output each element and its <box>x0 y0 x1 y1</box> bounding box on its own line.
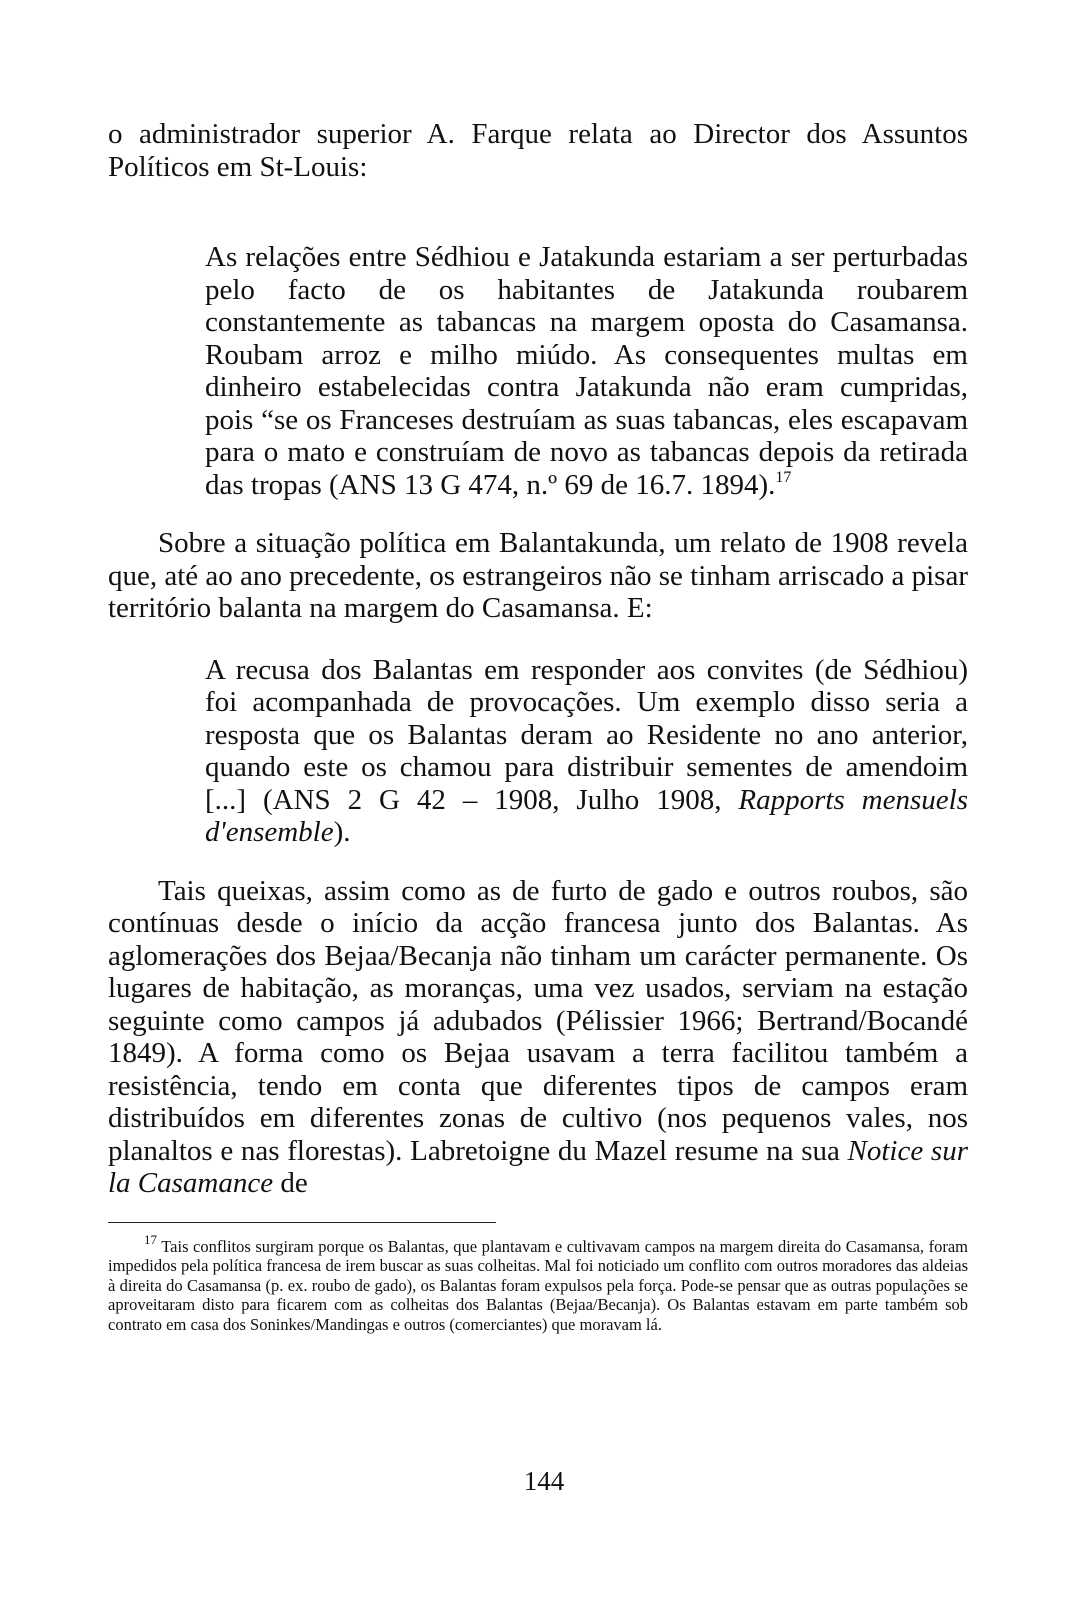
block-quote-balantas-text: A recusa dos Balantas em responder aos convites (de Sédhiou) foi acompanhada de provocações. Um exemplo disso seria a resposta que os Balantas deram ao Residente no ano anterior, quando este os chamou para distribuir sementes de amendoim [...] (ANS 2 G 42 – 1908, Julho 1908, <box>205 653 968 816</box>
paragraph-balantakunda: Sobre a situação política em Balantakunda, um relato de 1908 revela que, até ao ano precedente, os estrangeiros não se tinham arriscado a pisar território balanta na margem do Casamansa. E: <box>108 527 968 624</box>
block-quote-balantas-italic: Rapports mensuels d'ensemble <box>205 783 968 848</box>
block-quote-jatakunda <box>205 241 968 501</box>
footnote-text: Tais conflitos surgiram porque os Balantas, que plantavam e cultivavam campos na margem direita do Casamansa, foram impedidos pela política francesa de irem buscar as suas colheitas. Mal foi noticiado um conflito com outros moradores das aldeias à direita do Casamansa (p. ex. roubo de gado), os Balantas foram expulsos pela força. Pode-se pensar que as outras populações se aproveitaram disto para ficarem com as colheitas dos Balantas (Bejaa/Becanja). Os Balantas estavam em parte também sob contrato em casa dos Soninkes/Mandingas e outros (comerciantes) que moravam lá. <box>108 1236 968 1334</box>
paragraph-queixas-text: Tais queixas, assim como as de furto de gado e outros roubos, são contínuas desde o início da acção francesa junto dos Balantas. As aglomerações dos Bejaa/Becanja não tinham um carácter permanente. Os lugares de habitação, as moranças, uma vez usados, serviam na estação seguinte como campos já adubados (Pélissier 1966; Bertrand/Bocandé 1849). A forma como os Bejaa usavam a terra facilitou também a resistência, tendo em conta que diferentes tipos de campos eram distribuídos em diferentes zonas de cultivo (nos pequenos vales, nos planaltos e nas florestas). Labretoigne du Mazel resume na sua <box>108 874 968 1167</box>
page-number: 144 <box>523 1466 565 1496</box>
block-quote-jatakunda-text: As relações entre Sédhiou e Jatakunda estariam a ser perturbadas pelo facto de os habitantes de Jatakunda roubarem constantemente as tabancas na margem oposta do Casamansa. Roubam arroz e milho miúdo. As consequentes multas em dinheiro estabelecidas contra Jatakunda não eram cumpridas, pois “se os Franceses destruíam as suas tabancas, eles escapavam para o mato e construíam de novo as tabancas depois da retirada das tropas (ANS 13 G 474, n.º 69 de 16.7. 1894). <box>205 241 968 501</box>
paragraph-queixas <box>108 875 968 1200</box>
footnote <box>108 1231 968 1335</box>
block-quote-balantas-end: ). <box>333 816 351 848</box>
page-body <box>108 118 968 1334</box>
footnote-divider <box>108 1222 496 1223</box>
paragraph-intro: o administrador superior A. Farque relata ao Director dos Assuntos Políticos em St-Louis: <box>108 118 968 183</box>
block-quote-balantas <box>205 654 968 849</box>
paragraph-queixas-italic: Notice sur la Casamance <box>108 1134 968 1199</box>
footnote-reference[interactable]: 17 <box>775 468 792 486</box>
paragraph-queixas-end: de <box>273 1167 308 1199</box>
footnote-number: 17 <box>144 1231 157 1247</box>
